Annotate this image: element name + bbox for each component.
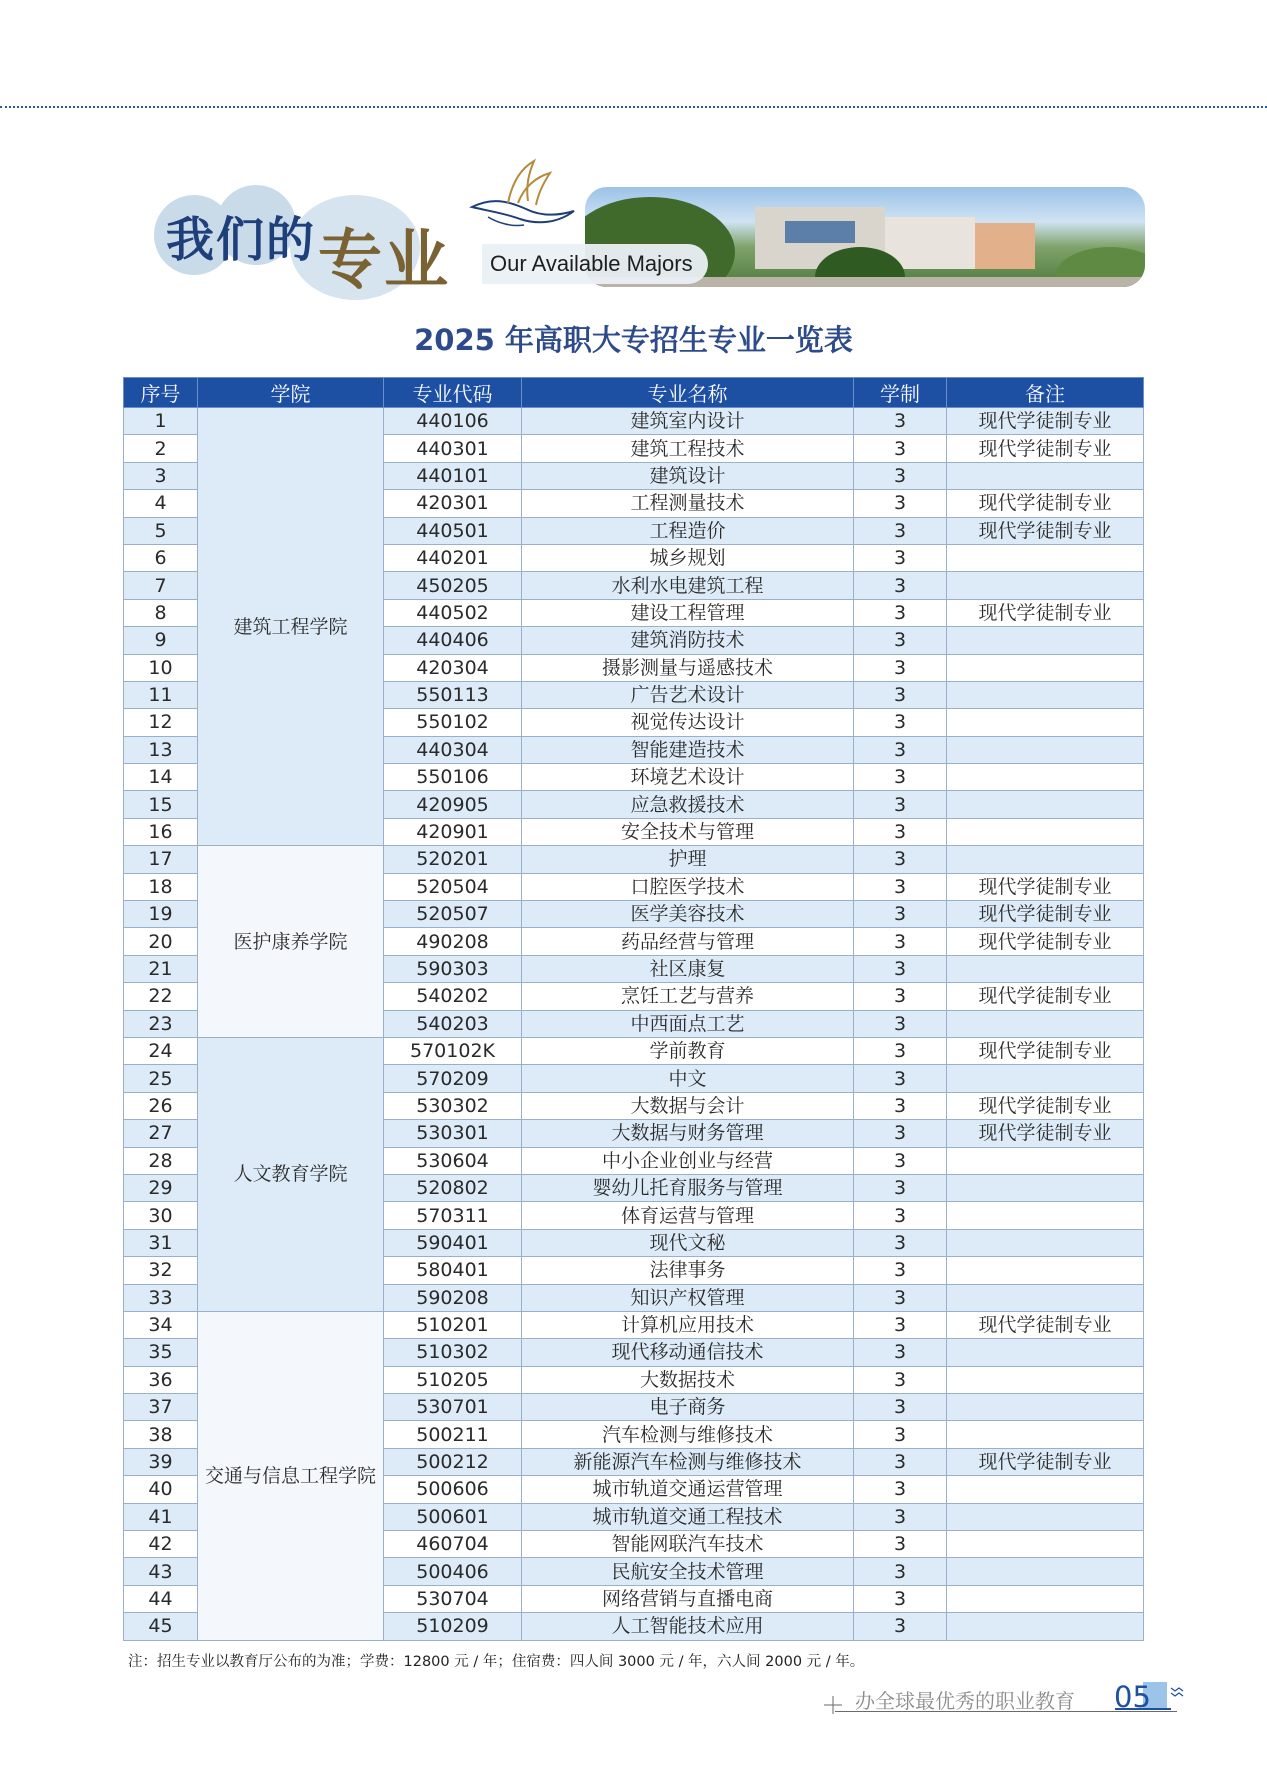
- cell-code: 440101: [384, 462, 522, 489]
- cell-major-name: 学前教育: [522, 1037, 854, 1064]
- cell-years: 3: [854, 818, 947, 845]
- table-header-row: [124, 378, 1144, 408]
- cell-no: 11: [124, 681, 198, 708]
- cell-no: 30: [124, 1202, 198, 1229]
- cell-years: 3: [854, 462, 947, 489]
- cell-no: 4: [124, 490, 198, 517]
- cell-remark: [947, 1476, 1144, 1503]
- cell-years: 3: [854, 1065, 947, 1092]
- cell-remark: [947, 1613, 1144, 1640]
- cell-major-name: 城市轨道交通运营管理: [522, 1476, 854, 1503]
- cell-code: 490208: [384, 928, 522, 955]
- cell-no: 6: [124, 544, 198, 571]
- cell-major-name: 计算机应用技术: [522, 1311, 854, 1338]
- cell-no: 25: [124, 1065, 198, 1092]
- cell-major-name: 大数据与会计: [522, 1092, 854, 1119]
- cell-years: 3: [854, 983, 947, 1010]
- page-number: 05: [1114, 1680, 1151, 1714]
- cell-remark: [947, 1284, 1144, 1311]
- header-cell-code: 专业代码: [384, 378, 522, 408]
- cell-no: 21: [124, 955, 198, 982]
- cell-code: 500606: [384, 1476, 522, 1503]
- cell-code: 550113: [384, 681, 522, 708]
- cell-code: 500212: [384, 1448, 522, 1475]
- cell-no: 44: [124, 1585, 198, 1612]
- cell-no: 12: [124, 709, 198, 736]
- cell-code: 590208: [384, 1284, 522, 1311]
- banner-title-part1: 我们的: [166, 212, 317, 268]
- cell-code: 530301: [384, 1120, 522, 1147]
- cell-no: 40: [124, 1476, 198, 1503]
- cell-major-name: 现代移动通信技术: [522, 1339, 854, 1366]
- footer-slogan: 办全球最优秀的职业教育: [855, 1689, 1075, 1713]
- cell-major-name: 口腔医学技术: [522, 873, 854, 900]
- cell-years: 3: [854, 1613, 947, 1640]
- cell-code: 590303: [384, 955, 522, 982]
- cell-remark: [947, 1065, 1144, 1092]
- cell-remark: [947, 1257, 1144, 1284]
- cell-no: 28: [124, 1147, 198, 1174]
- cell-code: 530701: [384, 1394, 522, 1421]
- cell-remark: [947, 764, 1144, 791]
- cell-code: 520802: [384, 1174, 522, 1201]
- cell-remark: [947, 846, 1144, 873]
- cell-years: 3: [854, 517, 947, 544]
- cell-no: 7: [124, 572, 198, 599]
- cell-remark: 现代学徒制专业: [947, 1037, 1144, 1064]
- table-body: [124, 408, 1144, 1641]
- cell-remark: [947, 818, 1144, 845]
- cell-major-name: 现代文秘: [522, 1229, 854, 1256]
- cell-code: 540203: [384, 1010, 522, 1037]
- cell-remark: 现代学徒制专业: [947, 490, 1144, 517]
- cell-code: 440201: [384, 544, 522, 571]
- cell-years: 3: [854, 627, 947, 654]
- cell-years: 3: [854, 1531, 947, 1558]
- cell-years: 3: [854, 1037, 947, 1064]
- cell-remark: [947, 709, 1144, 736]
- cell-no: 39: [124, 1448, 198, 1475]
- cell-years: 3: [854, 791, 947, 818]
- cell-no: 16: [124, 818, 198, 845]
- cell-years: 3: [854, 435, 947, 462]
- cell-no: 5: [124, 517, 198, 544]
- cell-remark: [947, 1531, 1144, 1558]
- cell-remark: 现代学徒制专业: [947, 928, 1144, 955]
- cell-no: 9: [124, 627, 198, 654]
- cell-code: 440406: [384, 627, 522, 654]
- cell-no: 36: [124, 1366, 198, 1393]
- cell-no: 14: [124, 764, 198, 791]
- cell-no: 8: [124, 599, 198, 626]
- cell-years: 3: [854, 490, 947, 517]
- cell-code: 550102: [384, 709, 522, 736]
- cell-remark: [947, 1174, 1144, 1201]
- cell-major-name: 建设工程管理: [522, 599, 854, 626]
- cell-major-name: 汽车检测与维修技术: [522, 1421, 854, 1448]
- cell-years: 3: [854, 873, 947, 900]
- cell-code: 510201: [384, 1311, 522, 1338]
- cell-remark: 现代学徒制专业: [947, 1311, 1144, 1338]
- cell-code: 540202: [384, 983, 522, 1010]
- cell-years: 3: [854, 408, 947, 435]
- cell-major-name: 广告艺术设计: [522, 681, 854, 708]
- cell-major-name: 城乡规划: [522, 544, 854, 571]
- cell-code: 440301: [384, 435, 522, 462]
- cell-major-name: 建筑消防技术: [522, 627, 854, 654]
- cell-no: 17: [124, 846, 198, 873]
- cell-college: 人文教育学院: [198, 1037, 384, 1311]
- cell-years: 3: [854, 1311, 947, 1338]
- cell-no: 20: [124, 928, 198, 955]
- cell-college: 交通与信息工程学院: [198, 1311, 384, 1640]
- cell-years: 3: [854, 1558, 947, 1585]
- cell-remark: [947, 1585, 1144, 1612]
- top-dotted-divider: [0, 106, 1267, 108]
- cell-major-name: 新能源汽车检测与维修技术: [522, 1448, 854, 1475]
- cell-remark: 现代学徒制专业: [947, 1120, 1144, 1147]
- cell-code: 520507: [384, 901, 522, 928]
- cell-no: 27: [124, 1120, 198, 1147]
- cell-no: 32: [124, 1257, 198, 1284]
- cell-no: 3: [124, 462, 198, 489]
- cell-no: 19: [124, 901, 198, 928]
- table-row: [124, 408, 1144, 435]
- cell-no: 35: [124, 1339, 198, 1366]
- cell-major-name: 烹饪工艺与营养: [522, 983, 854, 1010]
- cell-code: 520201: [384, 846, 522, 873]
- cell-major-name: 中文: [522, 1065, 854, 1092]
- dove-icon: [468, 157, 578, 235]
- cell-remark: [947, 572, 1144, 599]
- cell-code: 550106: [384, 764, 522, 791]
- cell-years: 3: [854, 681, 947, 708]
- cell-years: 3: [854, 544, 947, 571]
- cell-major-name: 中西面点工艺: [522, 1010, 854, 1037]
- cell-years: 3: [854, 709, 947, 736]
- header-cell-major-name: 专业名称: [522, 378, 854, 408]
- cell-no: 18: [124, 873, 198, 900]
- cell-years: 3: [854, 1257, 947, 1284]
- cell-remark: [947, 1229, 1144, 1256]
- cell-remark: [947, 955, 1144, 982]
- cell-years: 3: [854, 846, 947, 873]
- cell-major-name: 环境艺术设计: [522, 764, 854, 791]
- cell-major-name: 安全技术与管理: [522, 818, 854, 845]
- cell-remark: 现代学徒制专业: [947, 873, 1144, 900]
- cell-years: 3: [854, 599, 947, 626]
- cell-remark: [947, 681, 1144, 708]
- cell-major-name: 中小企业创业与经营: [522, 1147, 854, 1174]
- cell-college: 医护康养学院: [198, 846, 384, 1038]
- cell-code: 580401: [384, 1257, 522, 1284]
- cell-no: 37: [124, 1394, 198, 1421]
- cell-major-name: 法律事务: [522, 1257, 854, 1284]
- cell-code: 420901: [384, 818, 522, 845]
- cell-no: 38: [124, 1421, 198, 1448]
- header-cell-remark: 备注: [947, 378, 1144, 408]
- cell-no: 33: [124, 1284, 198, 1311]
- cell-years: 3: [854, 1147, 947, 1174]
- cell-major-name: 大数据技术: [522, 1366, 854, 1393]
- cell-code: 590401: [384, 1229, 522, 1256]
- cell-no: 22: [124, 983, 198, 1010]
- cell-major-name: 医学美容技术: [522, 901, 854, 928]
- cell-code: 440304: [384, 736, 522, 763]
- cell-remark: [947, 1394, 1144, 1421]
- majors-table: [123, 377, 1144, 1641]
- cell-remark: 现代学徒制专业: [947, 1448, 1144, 1475]
- cell-remark: [947, 1558, 1144, 1585]
- cell-years: 3: [854, 1476, 947, 1503]
- cell-code: 420301: [384, 490, 522, 517]
- cell-college: 建筑工程学院: [198, 408, 384, 846]
- cell-major-name: 护理: [522, 846, 854, 873]
- cell-major-name: 视觉传达设计: [522, 709, 854, 736]
- cell-no: 24: [124, 1037, 198, 1064]
- cell-no: 15: [124, 791, 198, 818]
- cell-no: 31: [124, 1229, 198, 1256]
- cell-major-name: 工程造价: [522, 517, 854, 544]
- header-cell-college: 学院: [198, 378, 384, 408]
- cell-years: 3: [854, 1339, 947, 1366]
- cell-years: 3: [854, 1229, 947, 1256]
- cell-major-name: 网络营销与直播电商: [522, 1585, 854, 1612]
- cell-major-name: 摄影测量与遥感技术: [522, 654, 854, 681]
- cell-major-name: 水利水电建筑工程: [522, 572, 854, 599]
- cell-years: 3: [854, 1284, 947, 1311]
- cell-major-name: 体育运营与管理: [522, 1202, 854, 1229]
- banner-subtitle: Our Available Majors: [490, 251, 693, 276]
- cell-code: 570311: [384, 1202, 522, 1229]
- cell-remark: 现代学徒制专业: [947, 599, 1144, 626]
- cell-years: 3: [854, 654, 947, 681]
- cell-no: 1: [124, 408, 198, 435]
- cell-remark: 现代学徒制专业: [947, 408, 1144, 435]
- header-banner: [150, 155, 1145, 298]
- cell-remark: [947, 627, 1144, 654]
- cell-years: 3: [854, 1448, 947, 1475]
- cell-no: 29: [124, 1174, 198, 1201]
- cell-code: 420304: [384, 654, 522, 681]
- cell-code: 510209: [384, 1613, 522, 1640]
- cell-years: 3: [854, 1421, 947, 1448]
- cell-years: 3: [854, 1202, 947, 1229]
- cell-major-name: 工程测量技术: [522, 490, 854, 517]
- cell-years: 3: [854, 1503, 947, 1530]
- cell-remark: [947, 1202, 1144, 1229]
- cell-no: 45: [124, 1613, 198, 1640]
- cell-code: 450205: [384, 572, 522, 599]
- cell-major-name: 城市轨道交通工程技术: [522, 1503, 854, 1530]
- table-row: [124, 1037, 1144, 1064]
- cell-no: 13: [124, 736, 198, 763]
- cell-years: 3: [854, 928, 947, 955]
- cell-code: 570209: [384, 1065, 522, 1092]
- cell-remark: [947, 654, 1144, 681]
- cell-major-name: 大数据与财务管理: [522, 1120, 854, 1147]
- cell-code: 440106: [384, 408, 522, 435]
- cell-no: 2: [124, 435, 198, 462]
- cell-years: 3: [854, 1366, 947, 1393]
- cell-years: 3: [854, 572, 947, 599]
- cell-years: 3: [854, 955, 947, 982]
- cell-code: 570102K: [384, 1037, 522, 1064]
- cell-code: 530302: [384, 1092, 522, 1119]
- cell-code: 440501: [384, 517, 522, 544]
- cell-major-name: 知识产权管理: [522, 1284, 854, 1311]
- cell-remark: 现代学徒制专业: [947, 901, 1144, 928]
- cell-major-name: 婴幼儿托育服务与管理: [522, 1174, 854, 1201]
- cell-years: 3: [854, 736, 947, 763]
- cell-years: 3: [854, 1174, 947, 1201]
- cell-major-name: 建筑室内设计: [522, 408, 854, 435]
- cell-no: 10: [124, 654, 198, 681]
- header-cell-years: 学制: [854, 378, 947, 408]
- cell-years: 3: [854, 1585, 947, 1612]
- cell-years: 3: [854, 1092, 947, 1119]
- cell-remark: [947, 1503, 1144, 1530]
- cell-major-name: 应急救援技术: [522, 791, 854, 818]
- cell-major-name: 民航安全技术管理: [522, 1558, 854, 1585]
- cell-major-name: 社区康复: [522, 955, 854, 982]
- cell-remark: [947, 736, 1144, 763]
- cell-major-name: 建筑设计: [522, 462, 854, 489]
- cell-years: 3: [854, 901, 947, 928]
- cell-code: 530604: [384, 1147, 522, 1174]
- cell-code: 510205: [384, 1366, 522, 1393]
- cell-code: 420905: [384, 791, 522, 818]
- cell-no: 41: [124, 1503, 198, 1530]
- banner-title-part2: 专业: [318, 224, 450, 298]
- cell-code: 440502: [384, 599, 522, 626]
- cell-remark: [947, 1010, 1144, 1037]
- cell-remark: [947, 1421, 1144, 1448]
- cell-code: 500406: [384, 1558, 522, 1585]
- cell-code: 520504: [384, 873, 522, 900]
- cell-remark: [947, 791, 1144, 818]
- cell-code: 500211: [384, 1421, 522, 1448]
- cell-years: 3: [854, 1394, 947, 1421]
- cell-major-name: 建筑工程技术: [522, 435, 854, 462]
- header-cell-no: 序号: [124, 378, 198, 408]
- cell-years: 3: [854, 764, 947, 791]
- cell-remark: [947, 1339, 1144, 1366]
- cell-remark: 现代学徒制专业: [947, 983, 1144, 1010]
- cell-no: 43: [124, 1558, 198, 1585]
- footnote: 注：招生专业以教育厅公布的为准；学费：12800 元 / 年；住宿费：四人间 3000 元 / 年，六人间 2000 元 / 年。: [128, 1654, 865, 1670]
- cell-no: 42: [124, 1531, 198, 1558]
- cell-remark: 现代学徒制专业: [947, 1092, 1144, 1119]
- cell-remark: 现代学徒制专业: [947, 517, 1144, 544]
- table-row: [124, 1311, 1144, 1338]
- table-row: [124, 846, 1144, 873]
- cell-no: 26: [124, 1092, 198, 1119]
- cell-code: 530704: [384, 1585, 522, 1612]
- cell-code: 510302: [384, 1339, 522, 1366]
- cell-code: 500601: [384, 1503, 522, 1530]
- cell-code: 460704: [384, 1531, 522, 1558]
- cell-major-name: 药品经营与管理: [522, 928, 854, 955]
- cell-years: 3: [854, 1120, 947, 1147]
- cell-years: 3: [854, 1010, 947, 1037]
- cell-no: 23: [124, 1010, 198, 1037]
- cell-remark: [947, 462, 1144, 489]
- cell-remark: [947, 1147, 1144, 1174]
- page-title: 2025 年高职大专招生专业一览表: [414, 323, 853, 357]
- cell-major-name: 智能建造技术: [522, 736, 854, 763]
- cell-major-name: 电子商务: [522, 1394, 854, 1421]
- cell-no: 34: [124, 1311, 198, 1338]
- cell-major-name: 智能网联汽车技术: [522, 1531, 854, 1558]
- cell-remark: [947, 544, 1144, 571]
- cell-remark: [947, 1366, 1144, 1393]
- cell-major-name: 人工智能技术应用: [522, 1613, 854, 1640]
- cell-remark: 现代学徒制专业: [947, 435, 1144, 462]
